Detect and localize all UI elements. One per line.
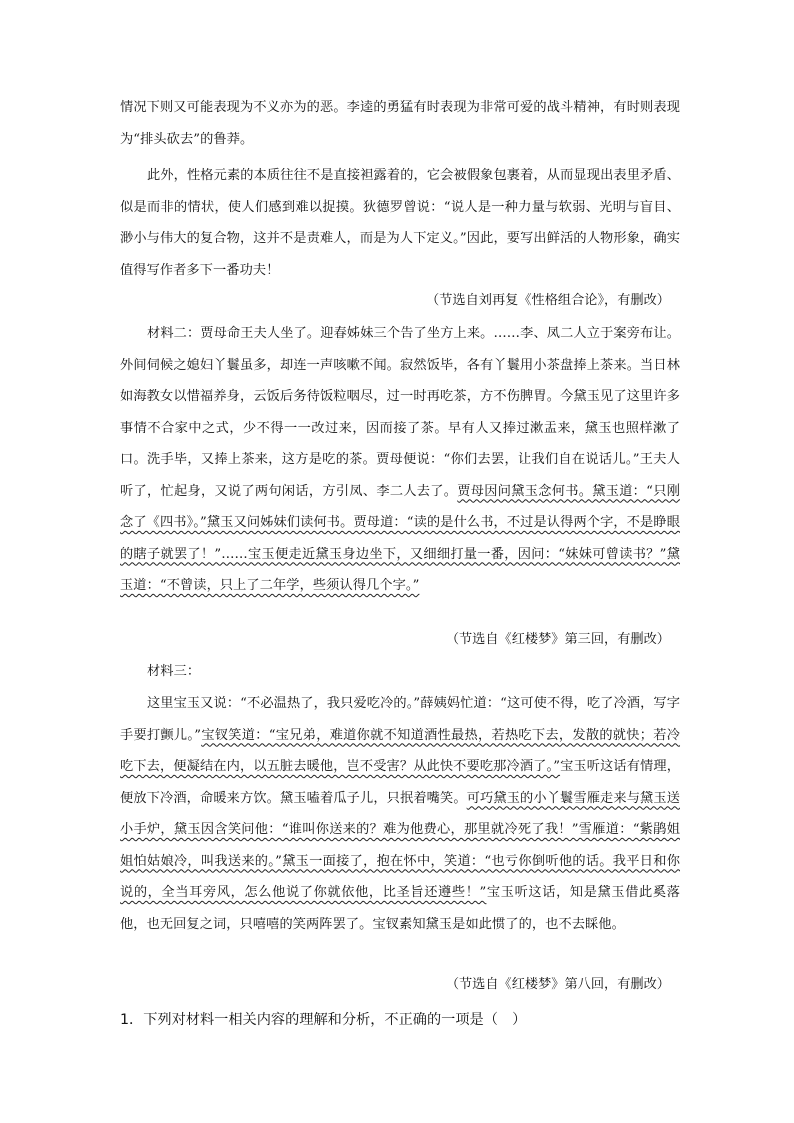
material2-text: 材料二：贾母命王夫人坐了。迎春姊妹三个告了坐方上来。……李、凤二人立于案旁布让。外间伺候之媳妇丫鬟虽多，却连一声咳嗽不闻。寂然饭毕，各有丫鬟用小茶盘捧上茶来。当日林如海教女以惜福养身，云饭后务待饭粒咽尽，过一时再吃茶，方不伤脾胃。今黛玉见了这里许多事情不合家中之式，少不得一一改过来，因而接了茶。早有人又捧过漱盂来，黛玉也照样漱了口。洗手毕，又捧上茶来，这方是吃的茶。贾母便说：“你们去罢，让我们自在说话儿。”王夫人听了，忙起身，又说了两句闲话，方引凤、李二人去了。: [120, 326, 680, 499]
material3-paragraph: [120, 688, 680, 940]
material2-underlined-text: 贾母因问黛玉念何书。黛玉道：“只刚念了《四书》。”黛玉又问姊妹们读何书。贾母道：“读的是什么书，不过是认得两个字，不是睁眼的瞎子就罢了！”……宝玉便走近黛玉身边坐下，又细细打量一番，因问：“妹妹可曾读书？”黛玉道：“不曾读，只上了二年学，些须认得几个字。”: [120, 483, 680, 593]
material3-label: 材料三：: [147, 664, 201, 679]
material3-text-3: 宝玉听这话，知是黛玉借此奚落他，也无回复之词，只嘻嘻的笑两阵罢了。宝钗素知黛玉是如此惯了的，也不去睬他。: [120, 885, 680, 932]
material3-underlined-text-2: 可巧黛玉的小丫鬟雪雁走来与黛玉送小手炉，黛玉因含笑问他：“谁叫你送来的？难为他费心，那里就冷死了我！”雪雁道：“紫鹃姐姐怕姑娘冷，叫我送来的。”黛玉一面接了，抱在怀中，笑道：“也亏你倒听他的话。我平日和你说的，全当耳旁风，怎么他说了你就依他，比圣旨还遵些！”: [120, 790, 680, 900]
material2-source: （节选自《红楼梦》第三回，有删改）: [445, 632, 670, 647]
material1-paragraph-2: 此外，性格元素的本质往往不是直接袒露着的，它会被假象包裹着，从而显现出表里矛盾、似是而非的情状，使人们感到难以捉摸。狄德罗曾说：“说人是一种力量与软弱、光明与盲目、渺小与伟大的复合物，这并不是责难人，而是为人下定义。”因此，要写出鲜活的人物形象，确实值得写作者多下一番功夫！: [120, 168, 680, 278]
material3-underlined-text-1: 宝钗笑道：“宝兄弟，难道你就不知道酒性最热，若热吃下去，发散的就快；若冷吃下去，便凝结在内，以五脏去暖他，岂不受害？从此快不要吃那冷酒了。”: [120, 727, 681, 774]
material1-source: （节选自刘再复《性格组合论》，有删改）: [426, 293, 670, 308]
material3-source: （节选自《红楼梦》第八回，有删改）: [445, 977, 670, 992]
material3-text-2: 宝玉听这话有情理，便放下冷酒，命暖来方饮。黛玉嗑着瓜子儿，只抿着嘴笑。: [120, 759, 680, 806]
material2-paragraph: [120, 318, 680, 602]
question-1: 1．下列对材料一相关内容的理解和分析，不正确的一项是（ ）: [120, 1012, 527, 1028]
material1-paragraph-1: 情况下则又可能表现为不义亦为的恶。李逵的勇猛有时表现为非常可爱的战斗精神，有时则表现为“排头砍去”的鲁莽。: [120, 100, 680, 147]
material3-text-1: 这里宝玉又说：“不必温热了，我只爱吃冷的。”薛姨妈忙道：“这可使不得，吃了冷酒，写字手要打颤儿。”: [120, 696, 680, 743]
